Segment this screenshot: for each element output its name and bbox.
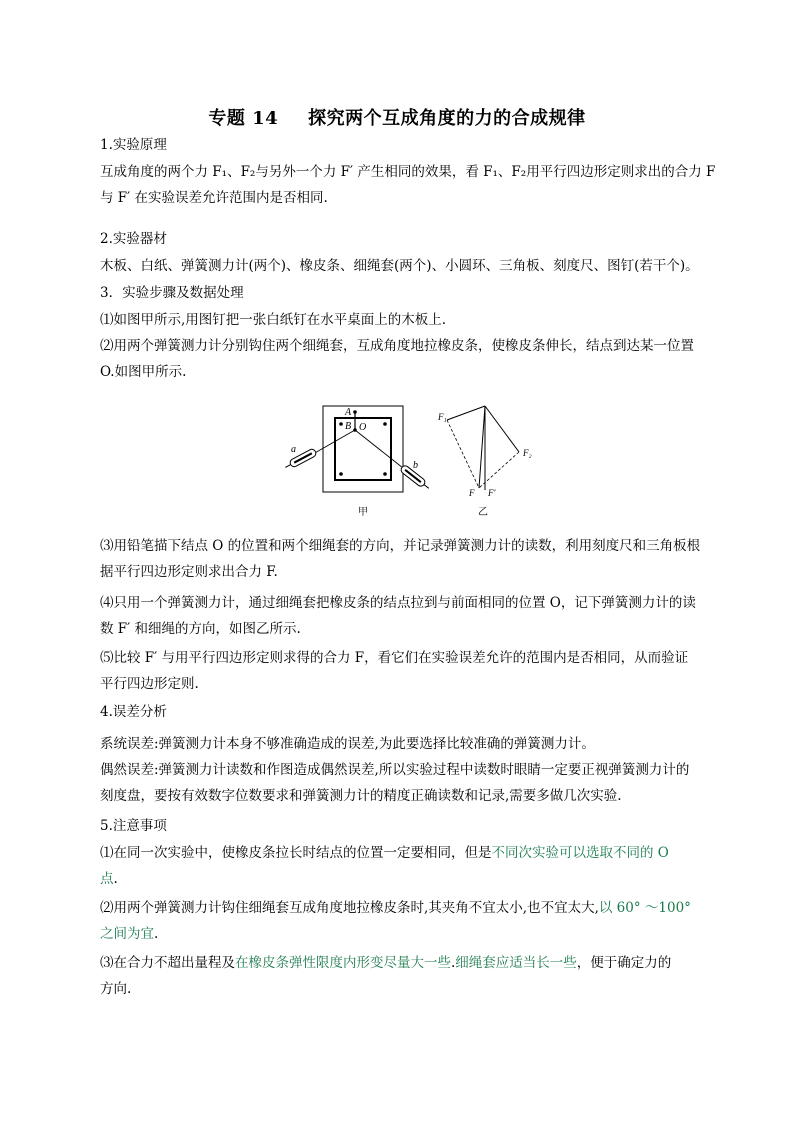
step-3-line-1: ⑶用铅笔描下结点 O 的位置和两个细绳套的方向，并记录弹簧测力计的读数，利用刻度尺和三角板根 xyxy=(100,538,701,554)
pin-icon xyxy=(339,472,343,476)
point-a xyxy=(353,410,357,414)
label-o-point: O xyxy=(359,422,367,433)
note-3-highlight-2: 细绳套应适当长一些 xyxy=(455,955,577,971)
pin-icon xyxy=(383,472,387,476)
step-2-line-2: O.如图甲所示. xyxy=(100,364,187,380)
label-a-point: A xyxy=(345,407,352,418)
experiment-figure xyxy=(275,398,545,523)
note-2-highlight: 以 60° ～100° xyxy=(598,900,691,916)
note-1-text: ⑴在同一次实验中，使橡皮条拉长时结点的位置一定要相同，但是 xyxy=(100,845,492,861)
note-1-period: . xyxy=(113,871,118,887)
string-b xyxy=(355,430,403,468)
step-1: ⑴如图甲所示,用图钉把一张白纸钉在水平桌面上的木板上. xyxy=(100,312,447,328)
note-3-end: ，便于确定力的 xyxy=(576,955,672,971)
note-2-highlight-end: 之间为宜 xyxy=(100,926,154,942)
force-f xyxy=(479,406,485,488)
title-text: 探究两个互成角度的力的合成规律 xyxy=(308,108,586,129)
force-f1 xyxy=(447,406,485,420)
parallelogram-side-1 xyxy=(447,420,479,488)
note-1-line-1 xyxy=(100,840,724,866)
section-4-line-1: 系统误差:弹簧测力计本身不够准确造成的误差,为此要选择比较准确的弹簧测力计。 xyxy=(100,736,595,752)
force-f2 xyxy=(485,406,519,452)
step-5-line-2: 平行四边形定则. xyxy=(100,676,199,692)
section-5-heading: 5.注意事项 xyxy=(100,818,167,834)
note-1-highlight: 不同次实验可以选取不同的 O xyxy=(491,845,669,861)
step-4-line-1: ⑷只用一个弹簧测力计，通过细绳套把橡皮条的结点拉到与前面相同的位置 O，记下弹簧测力计的读 xyxy=(100,595,696,611)
pin-icon xyxy=(383,422,387,426)
section-2-line-1: 木板、白纸、弹簧测力计(两个)、橡皮条、细绳套(两个)、小圆环、三角板、刻度尺、图钉(若干个)。 xyxy=(100,258,699,274)
pin-icon xyxy=(339,422,343,426)
section-1-line-2: 与 F′ 在实验误差允许范围内是否相同. xyxy=(100,190,328,206)
step-5-line-1: ⑸比较 F′ 与用平行四边形定则求得的合力 F，看它们在实验误差允许的范围内是否相同，从而验证 xyxy=(100,650,689,666)
page-title xyxy=(0,104,794,130)
label-a-scale: a xyxy=(291,444,296,455)
figure-svg xyxy=(275,398,545,523)
section-4-line-2: 偶然误差:弹簧测力计读数和作图造成偶然误差,所以实验过程中读数时眼睛一定要正视弹簧测力计的 xyxy=(100,762,690,778)
step-4-line-2: 数 F′ 和细绳的方向，如图乙所示. xyxy=(100,621,301,637)
note-1-highlight-end: 点 xyxy=(100,871,114,887)
spring-scale-a-icon xyxy=(283,448,317,471)
figure-yi-label: 乙 xyxy=(478,507,488,518)
note-1-line-2 xyxy=(100,866,724,892)
section-2-heading: 2.实验器材 xyxy=(100,231,167,247)
note-3-line-2: 方向. xyxy=(100,981,132,997)
label-f: F xyxy=(469,488,475,498)
section-4-line-3: 刻度盘，要按有效数字位数要求和弹簧测力计的精度正确读数和记录,需要多做几次实验. xyxy=(100,788,622,804)
note-2-line-1 xyxy=(100,895,724,921)
section-1-heading: 1.实验原理 xyxy=(100,137,167,153)
note-3-text: ⑶在合力不超出量程及 xyxy=(100,955,235,971)
label-f1: F₁ xyxy=(438,412,447,422)
note-3-mid: . xyxy=(451,955,456,971)
section-3-heading: 3．实验步骤及数据处理 xyxy=(100,285,244,301)
note-2-period: . xyxy=(154,926,159,942)
label-b-point: B xyxy=(345,421,352,432)
section-1-line-1: 互成角度的两个力 F₁、F₂与另外一个力 F′ 产生相同的效果，看 F₁、F₂用平行四边形定则求出的合力 F xyxy=(100,164,716,180)
note-3-line-1 xyxy=(100,950,724,976)
section-4-heading: 4.误差分析 xyxy=(100,704,167,720)
figure-jia-label: 甲 xyxy=(358,507,368,518)
note-2-line-2 xyxy=(100,921,724,947)
title-number: 专题 14 xyxy=(208,108,279,129)
label-b-scale: b xyxy=(413,460,418,471)
step-3-line-2: 据平行四边形定则求出合力 F. xyxy=(100,564,278,580)
label-f2: F₂ xyxy=(523,448,532,458)
step-2-line-1: ⑵用两个弹簧测力计分别钩住两个细绳套，互成角度地拉橡皮条，使橡皮条伸长，结点到达某一位置 xyxy=(100,338,694,354)
label-f-prime: F′ xyxy=(488,488,496,498)
note-2-text: ⑵用两个弹簧测力计钩住细绳套互成角度地拉橡皮条时,其夹角不宜太小,也不宜太大, xyxy=(100,900,599,916)
note-3-highlight-1: 在橡皮条弹性限度内形变尽量大一些 xyxy=(235,955,451,971)
